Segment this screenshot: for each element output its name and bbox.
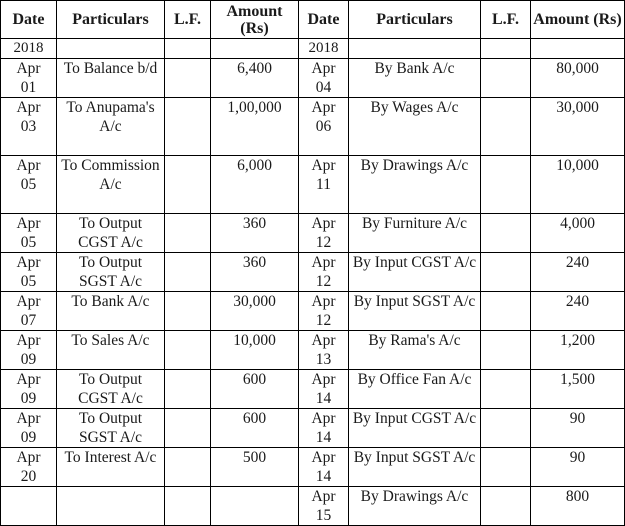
cr-lf — [481, 156, 531, 214]
dr-date — [1, 370, 57, 409]
dr-amount — [211, 487, 299, 526]
ledger-row — [1, 487, 625, 526]
dr-particulars: To Output CGST A/c — [57, 370, 165, 409]
cr-lf — [481, 331, 531, 370]
cr-date-day: 14 — [315, 429, 332, 446]
ledger-row — [1, 292, 625, 331]
dr-amount: 600 — [211, 370, 299, 409]
cr-date — [299, 292, 349, 331]
header-cr-amount: Amount (Rs) — [531, 1, 625, 39]
cr-date-month: Apr — [311, 99, 336, 116]
cr-particulars: By Input CGST A/c — [349, 253, 481, 292]
dr-amount: 1,00,000 — [211, 98, 299, 156]
dr-date-month: Apr — [16, 293, 41, 310]
dr-date-month: Apr — [16, 410, 41, 427]
dr-date-month: Apr — [16, 99, 41, 116]
cr-date — [299, 409, 349, 448]
header-cr-lf: L.F. — [481, 1, 531, 39]
dr-date-day: 09 — [20, 429, 37, 446]
dr-amount: 10,000 — [211, 331, 299, 370]
dr-date-month: Apr — [16, 215, 41, 232]
dr-date-day: 09 — [20, 351, 37, 368]
cr-date-month: Apr — [311, 254, 336, 271]
cr-particulars: By Furniture A/c — [349, 214, 481, 253]
header-cr-particulars: Particulars — [349, 1, 481, 39]
dr-particulars: To Bank A/c — [57, 292, 165, 331]
dr-amount: 500 — [211, 448, 299, 487]
ledger-row — [1, 214, 625, 253]
dr-particulars: To Balance b/d — [57, 59, 165, 98]
cr-date-day: 14 — [315, 390, 332, 407]
dr-lf — [165, 331, 211, 370]
dr-lf — [165, 409, 211, 448]
cr-date — [299, 98, 349, 156]
dr-date — [1, 409, 57, 448]
cr-particulars: By Drawings A/c — [349, 487, 481, 526]
cr-date-day: 12 — [315, 273, 332, 290]
dr-lf — [165, 292, 211, 331]
cr-date-month: Apr — [311, 332, 336, 349]
dr-amount: 30,000 — [211, 292, 299, 331]
dr-date — [1, 253, 57, 292]
cr-lf — [481, 292, 531, 331]
dr-date-day: 07 — [20, 312, 37, 329]
cr-particulars: By Input SGST A/c — [349, 292, 481, 331]
cr-lf — [481, 214, 531, 253]
cr-date-day: 04 — [315, 79, 332, 96]
header-dr-amount: Amount (Rs) — [211, 1, 299, 39]
dr-lf — [165, 156, 211, 214]
dr-particulars: To Interest A/c — [57, 448, 165, 487]
ledger-row — [1, 98, 625, 156]
cr-particulars: By Bank A/c — [349, 59, 481, 98]
header-cr-date: Date — [299, 1, 349, 39]
cr-particulars: By Rama's A/c — [349, 331, 481, 370]
dr-date — [1, 487, 57, 526]
dr-date — [1, 59, 57, 98]
cr-amount: 240 — [531, 292, 625, 331]
cr-amount: 10,000 — [531, 156, 625, 214]
cr-date-day: 11 — [316, 176, 331, 193]
dr-date-month: Apr — [16, 332, 41, 349]
cr-particulars: By Input CGST A/c — [349, 409, 481, 448]
dr-lf — [165, 253, 211, 292]
dr-date — [1, 98, 57, 156]
ledger-row — [1, 59, 625, 98]
dr-date-day: 05 — [20, 234, 37, 251]
dr-particulars: To Output SGST A/c — [57, 409, 165, 448]
dr-amount: 360 — [211, 214, 299, 253]
dr-lf — [165, 487, 211, 526]
cr-date-day: 12 — [315, 312, 332, 329]
dr-date — [1, 331, 57, 370]
cr-date-month: Apr — [311, 293, 336, 310]
cr-amount: 4,000 — [531, 214, 625, 253]
cr-lf — [481, 253, 531, 292]
dr-particulars: To Sales A/c — [57, 331, 165, 370]
dr-amount: 6,400 — [211, 59, 299, 98]
header-dr-date: Date — [1, 1, 57, 39]
cr-lf — [481, 409, 531, 448]
ledger-row — [1, 370, 625, 409]
ledger-row — [1, 448, 625, 487]
cr-particulars: By Drawings A/c — [349, 156, 481, 214]
cr-date-day: 12 — [315, 234, 332, 251]
cr-particulars: By Input SGST A/c — [349, 448, 481, 487]
cr-date-day: 14 — [315, 468, 332, 485]
dr-lf — [165, 98, 211, 156]
cr-date — [299, 59, 349, 98]
dr-particulars: To Commission A/c — [57, 156, 165, 214]
dr-date-month: Apr — [16, 254, 41, 271]
cr-amount: 90 — [531, 409, 625, 448]
cr-particulars: By Office Fan A/c — [349, 370, 481, 409]
dr-date-month: Apr — [16, 449, 41, 466]
dr-year: 2018 — [1, 39, 57, 59]
cr-date-month: Apr — [311, 371, 336, 388]
dr-lf — [165, 214, 211, 253]
dr-date-month: Apr — [16, 371, 41, 388]
dr-date-day: 09 — [20, 390, 37, 407]
dr-date-day: 03 — [20, 118, 37, 135]
dr-amount: 600 — [211, 409, 299, 448]
ledger-row — [1, 253, 625, 292]
cr-amount: 1,200 — [531, 331, 625, 370]
dr-date-month: Apr — [16, 60, 41, 77]
dr-date-day: 05 — [20, 176, 37, 193]
cr-date — [299, 156, 349, 214]
dr-lf — [165, 59, 211, 98]
cr-date-month: Apr — [311, 215, 336, 232]
cr-date — [299, 487, 349, 526]
cr-date — [299, 448, 349, 487]
cr-date-month: Apr — [311, 488, 336, 505]
ledger-row — [1, 409, 625, 448]
ledger-row — [1, 331, 625, 370]
dr-date — [1, 156, 57, 214]
cr-date-day: 15 — [315, 507, 332, 524]
cr-amount: 90 — [531, 448, 625, 487]
cr-date-month: Apr — [311, 449, 336, 466]
cr-particulars: By Wages A/c — [349, 98, 481, 156]
cr-amount: 800 — [531, 487, 625, 526]
dr-particulars — [57, 487, 165, 526]
cr-lf — [481, 98, 531, 156]
dr-date — [1, 214, 57, 253]
header-dr-lf: L.F. — [165, 1, 211, 39]
cr-amount: 80,000 — [531, 59, 625, 98]
cr-amount: 240 — [531, 253, 625, 292]
cr-date — [299, 214, 349, 253]
dr-date-month: Apr — [16, 157, 41, 174]
cr-lf — [481, 487, 531, 526]
dr-date — [1, 292, 57, 331]
cr-date-day: 06 — [315, 118, 332, 135]
cr-date-month: Apr — [311, 410, 336, 427]
cr-date-day: 13 — [315, 351, 332, 368]
dr-lf — [165, 370, 211, 409]
dr-amount: 6,000 — [211, 156, 299, 214]
cr-date — [299, 253, 349, 292]
dr-lf — [165, 448, 211, 487]
cr-lf — [481, 448, 531, 487]
header-dr-particulars: Particulars — [57, 1, 165, 39]
cr-year: 2018 — [299, 39, 349, 59]
dr-particulars: To Output SGST A/c — [57, 253, 165, 292]
ledger-row — [1, 156, 625, 214]
cr-lf — [481, 370, 531, 409]
dr-particulars: To Output CGST A/c — [57, 214, 165, 253]
dr-date-day: 01 — [20, 79, 37, 96]
cr-amount: 30,000 — [531, 98, 625, 156]
cr-date — [299, 331, 349, 370]
year-row — [1, 39, 625, 59]
dr-date-day: 05 — [20, 273, 37, 290]
dr-particulars: To Anupama's A/c — [57, 98, 165, 156]
cr-date-month: Apr — [311, 60, 336, 77]
cr-date-month: Apr — [311, 157, 336, 174]
header-row — [1, 1, 625, 39]
cr-date — [299, 370, 349, 409]
dr-date-day: 20 — [20, 468, 37, 485]
cr-lf — [481, 59, 531, 98]
dr-amount: 360 — [211, 253, 299, 292]
dr-date — [1, 448, 57, 487]
cr-amount: 1,500 — [531, 370, 625, 409]
